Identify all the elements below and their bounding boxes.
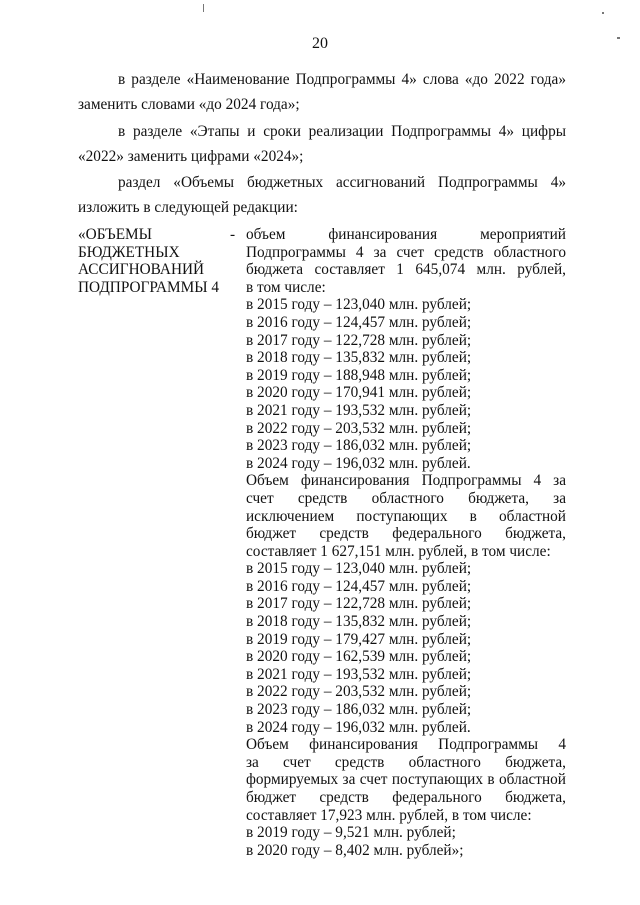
federal-transfer-line: формируемых за счет поступающих в областной [246,771,566,789]
year-amount-line: в 2019 году – 179,427 млн. рублей; [246,630,472,648]
section-heading-line: АССИГНОВАНИЙ [78,261,205,279]
year-amount-line: в 2015 году – 123,040 млн. рублей; [246,296,472,314]
year-amount-line: в 2020 году – 8,402 млн. рублей»; [246,841,464,859]
dash-separator: - [230,226,236,243]
year-amount-line: в 2016 году – 124,457 млн. рублей; [246,577,472,595]
regional-budget-line: исключением поступающих в областной [246,507,566,525]
year-amount-line: в 2021 году – 193,532 млн. рублей; [246,401,472,419]
year-amount-line: в 2022 году – 203,532 млн. рублей; [246,683,472,701]
paragraph-volumes-section: раздел «Объемы бюджетных ассигнований Подпрограммы 4» изложить в следующей редакции: [78,174,566,216]
regional-budget-line: Объем финансирования Подпрограммы 4 за [246,472,566,490]
scan-mark [203,4,204,12]
year-amount-line: в 2024 году – 196,032 млн. рублей. [246,454,471,472]
year-amount-line: в 2023 году – 186,032 млн. рублей; [246,701,472,719]
section-heading-line: ПОДПРОГРАММЫ 4 [78,278,220,296]
year-amount-line: в 2019 году – 188,948 млн. рублей; [246,366,472,384]
scan-speck [602,12,604,14]
federal-transfer-line: составляет 17,923 млн. рублей, в том числе: [246,806,532,824]
federal-transfer-line: бюджет средств федерального бюджета, [246,789,566,806]
section-heading [78,226,228,296]
section-heading-line: БЮДЖЕТНЫХ [78,243,180,261]
year-amount-line: в 2019 году – 9,521 млн. рублей; [246,824,456,842]
funding-intro-line: Подпрограммы 4 за счет средств областного [246,243,566,261]
year-amount-line: в 2015 году – 123,040 млн. рублей; [246,560,472,578]
page-number: 20 [312,35,328,52]
year-amount-line: в 2017 году – 122,728 млн. рублей; [246,595,472,613]
federal-transfer-line: Объем финансирования Подпрограммы 4 [246,736,566,754]
regional-budget-line: составляет 1 627,151 млн. рублей, в том числе: [246,542,551,560]
year-amount-line: в 2017 году – 122,728 млн. рублей; [246,331,472,349]
year-amount-line: в 2022 году – 203,532 млн. рублей; [246,419,472,437]
section-heading-line: «ОБЪЕМЫ [78,226,152,243]
year-amount-line: в 2024 году – 196,032 млн. рублей. [246,718,471,736]
funding-description [246,226,566,859]
year-amount-line: в 2018 году – 135,832 млн. рублей; [246,349,472,367]
year-amount-line: в 2020 году – 162,539 млн. рублей; [246,648,472,666]
funding-intro-line: бюджета составляет 1 645,074 млн. рублей, [246,261,566,279]
paragraph-stages-change: в разделе «Этапы и сроки реализации Подпрограммы 4» цифры «2022» заменить цифрами «2024»; [78,123,566,165]
year-amount-line: в 2020 году – 170,941 млн. рублей; [246,384,472,402]
funding-intro-line: объем финансирования мероприятий [246,226,566,243]
year-amount-line: в 2016 году – 124,457 млн. рублей; [246,313,472,331]
federal-transfer-line: за счет средств областного бюджета, [246,753,566,771]
year-amount-line: в 2023 году – 186,032 млн. рублей; [246,437,472,455]
year-amount-line: в 2018 году – 135,832 млн. рублей; [246,613,472,631]
year-amount-line: в 2021 году – 193,532 млн. рублей; [246,665,472,683]
paragraph-name-change: в разделе «Наименование Подпрограммы 4» слова «до 2022 года» заменить словами «до 2024 года»; [78,71,566,113]
regional-budget-line: счет средств областного бюджета, за [246,489,566,507]
funding-intro-line: в том числе: [246,278,326,296]
regional-budget-line: бюджет средств федерального бюджета, [246,525,566,543]
